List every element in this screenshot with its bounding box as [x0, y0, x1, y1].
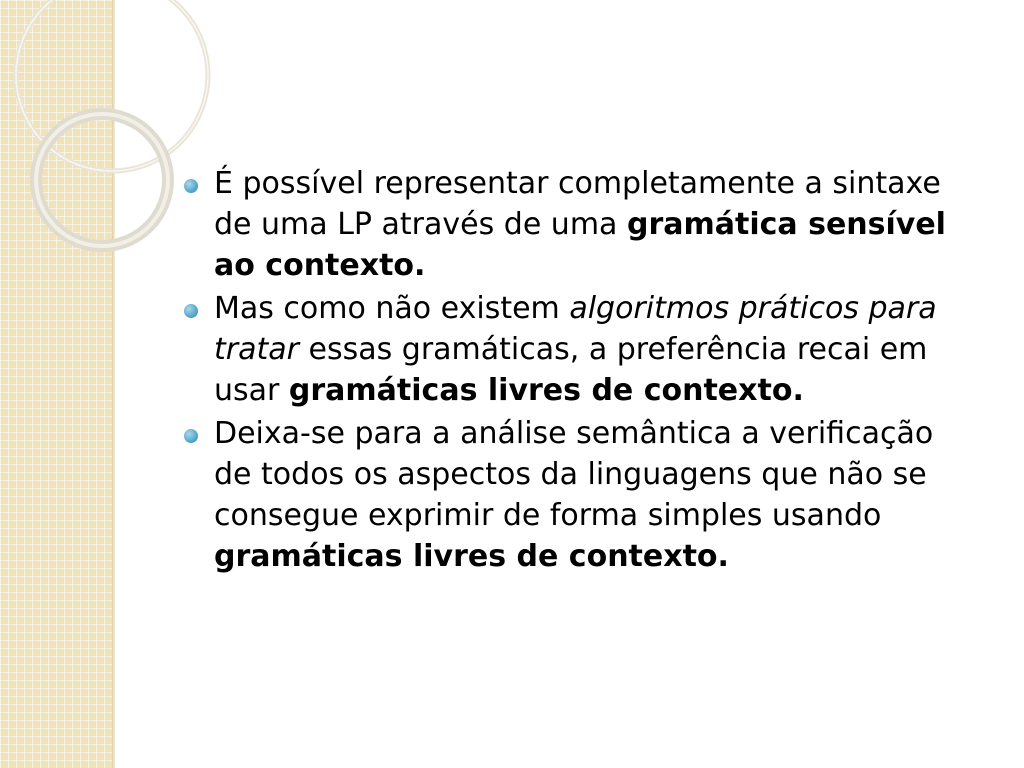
bullet-dot-icon: [184, 429, 198, 443]
bullet-1-bold-text: gramática sensível ao contexto.: [214, 207, 946, 283]
bullet-item-1: [180, 163, 980, 286]
bullet-2-bold-text: gramáticas livres de contexto.: [288, 373, 804, 408]
bullet-3-text: Deixa-se para a análise semântica a verificação de todos os aspectos da linguagens que não se consegue exprimir de forma simples usando: [214, 416, 934, 533]
side-decorative-panel: [0, 0, 112, 768]
side-panel-edge: [112, 0, 115, 768]
bullet-dot-icon: [184, 304, 198, 318]
bullet-item-2: [180, 288, 980, 411]
bullet-list: [180, 163, 980, 577]
slide-content: [180, 163, 980, 579]
bullet-1-text: É possível representar completamente a sintaxe de uma LP através de uma: [214, 166, 941, 242]
bullet-item-3: [180, 413, 980, 577]
bullet-2-italic-text: algoritmos práticos para tratar: [214, 291, 937, 367]
bullet-3-bold-text: gramáticas livres de contexto.: [214, 539, 729, 574]
bullet-2-text-middle: essas gramáticas, a preferência recai em usar: [214, 332, 928, 408]
bullet-2-text-start: Mas como não existem: [214, 291, 570, 326]
bullet-dot-icon: [184, 179, 198, 193]
